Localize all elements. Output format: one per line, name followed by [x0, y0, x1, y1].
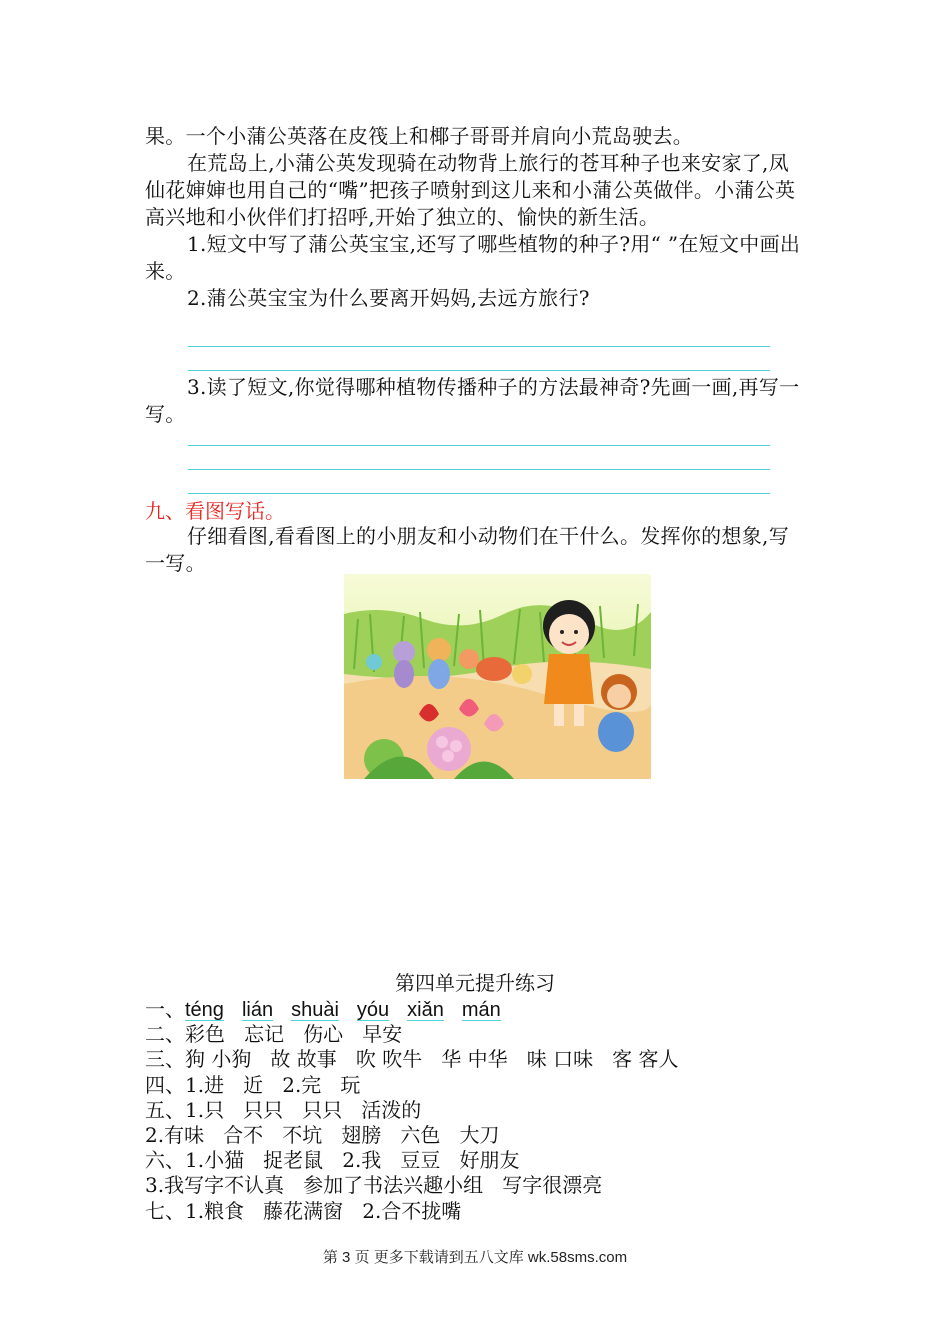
section-9-heading: 九、看图写话。	[145, 499, 285, 523]
answer-row-8: 3.我写字不认真 参加了书法兴趣小组 写字很漂亮	[145, 1173, 603, 1198]
answer-row-1	[145, 997, 845, 1022]
answer-row-4: 四、1.进 近 2.完 玩	[145, 1072, 361, 1097]
answer-row-5: 五、1.只 只只 只只 活泼的	[145, 1097, 422, 1122]
answer-line-q3-3	[188, 493, 770, 494]
answer-row-9: 七、1.粮食 藤花满窗 2.合不拢嘴	[145, 1198, 462, 1223]
question-1: 1.短文中写了蒲公英宝宝,还写了哪些植物的种子?用“ ”在短文中画出来。	[145, 232, 801, 283]
pinyin-item: mán	[461, 999, 501, 1021]
question-3: 3.读了短文,你觉得哪种植物传播种子的方法最神奇?先画一画,再写一写。	[145, 375, 800, 426]
answer-line-q2-2	[188, 370, 770, 371]
passage-line-1: 果。一个小蒲公英落在皮筏上和椰子哥哥并肩向小荒岛驶去。	[145, 124, 694, 148]
answer-row-2: 二、彩色 忘记 伤心 早安	[145, 1022, 403, 1047]
answer-row-3: 三、狗 小狗 故 故事 吹 吹牛 华 中华 味 口味 客 客人	[145, 1047, 679, 1072]
passage-paragraph-2: 在荒岛上,小蒲公英发现骑在动物背上旅行的苍耳种子也来安家了,凤仙花婶婶也用自己的“嘴”把孩子喷射到这儿来和小蒲公英做伴。小蒲公英高兴地和小伙伴们打招呼,开始了独立的、愉快的新生活。	[145, 151, 796, 229]
question-3-block	[145, 374, 805, 428]
answer-line-q2-1	[188, 346, 770, 347]
passage	[145, 123, 805, 312]
answer-row-6: 2.有味 合不 不坑 翅膀 六色 大刀	[145, 1123, 500, 1148]
answer-line-q3-1	[188, 445, 770, 446]
answers-block	[145, 997, 845, 1224]
answers-title: 第四单元提升练习	[395, 971, 555, 995]
section-9-instruction: 仔细看图,看看图上的小朋友和小动物们在干什么。发挥你的想象,写一写。	[145, 524, 790, 575]
pinyin-item: téng	[185, 999, 224, 1021]
pinyin-item: xiǎn	[407, 999, 444, 1021]
question-2: 2.蒲公英宝宝为什么要离开妈妈,去远方旅行?	[187, 286, 590, 310]
page-footer: 第 3 页 更多下载请到五八文库 wk.58sms.com	[322, 1249, 628, 1266]
pinyin-item: shuài	[291, 999, 339, 1021]
section-9-instruction-block	[145, 523, 805, 577]
answer-row-1-prefix: 一、	[145, 997, 185, 1021]
answer-row-7: 六、1.小猫 捉老鼠 2.我 豆豆 好朋友	[145, 1148, 520, 1173]
pinyin-item: lián	[241, 999, 274, 1021]
answer-line-q3-2	[188, 469, 770, 470]
picture-writing-illustration	[344, 574, 651, 779]
pinyin-item: yóu	[356, 999, 390, 1021]
